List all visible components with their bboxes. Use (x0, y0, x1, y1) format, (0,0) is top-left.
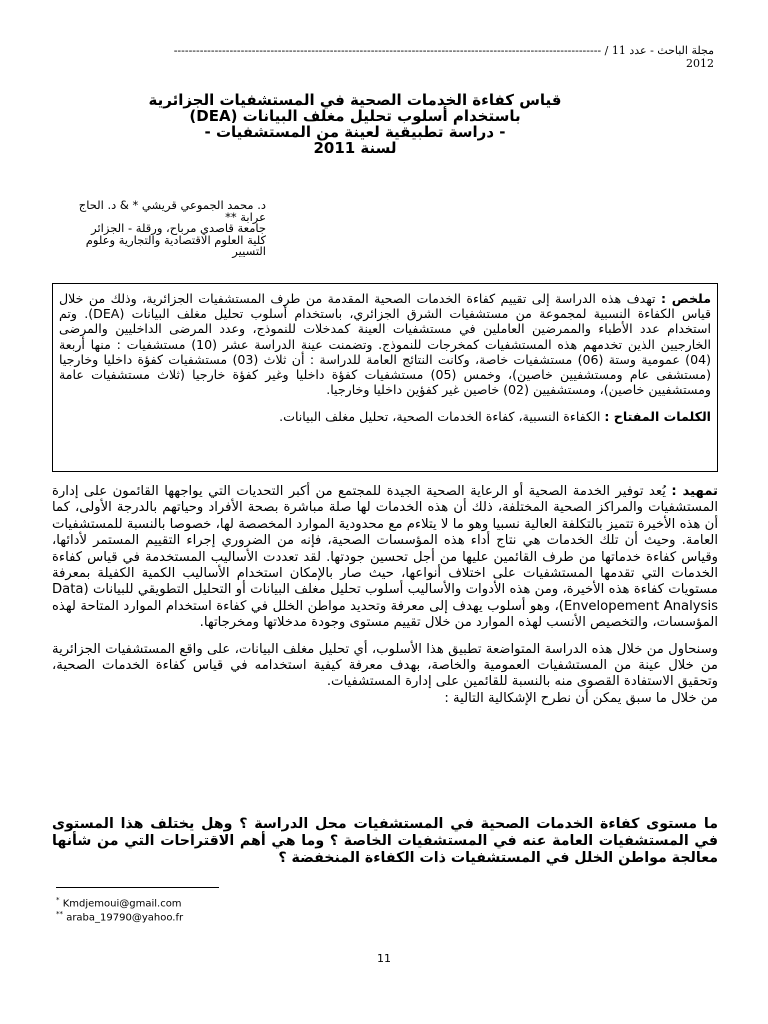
footnote-2-email[interactable]: araba_19790@yahoo.fr (66, 912, 184, 924)
title-line-4: لسنة 2011 (313, 139, 397, 157)
header-year: 2012 (686, 57, 714, 70)
page-number: 11 (377, 952, 391, 965)
title-line-1: قياس كفاءة الخدمات الصحية في المستشفيات الجزائرية (148, 91, 562, 109)
running-header (66, 44, 714, 70)
abstract-paragraph (59, 291, 711, 397)
author-affiliation: جامعة قاصدي مرباح، ورقلة - الجزائر (91, 221, 266, 235)
footnote-2 (56, 908, 183, 924)
abstract-box (52, 283, 718, 472)
keywords-text: الكفاءة النسبية، كفاءة الخدمات الصحية، تحليل مغلف البيانات. (279, 409, 601, 425)
article-title (100, 92, 610, 156)
intro-paragraph-1 (52, 484, 718, 632)
introduction-section (52, 484, 718, 707)
footnote-1-mark: * (56, 896, 60, 904)
intro-paragraph-2: وسنحاول من خلال هذه الدراسة المتواضعة تطبيق هذا الأسلوب، أي تحليل مغلف البيانات، على واقع المستشفيات الجزائرية من خلال عينة من المستشفيات العمومية والخاصة، بهدف معرفة كيفية استخدامه في قياس كفاءة الخدمات الصحية، وتحقيق الاستفادة القصوى منه بالنسبة للقائمين على إدارة المستشفيات. (52, 641, 718, 690)
author-names: د. محمد الجموعي قريشي * & د. الحاج عرابة ** (78, 198, 266, 224)
keywords-line (59, 409, 711, 424)
keywords-label: الكلمات المفتاح : (604, 409, 711, 425)
header-journal-line: مجلة الباحث - عدد 11 / ------------------------------------------------------------------------------------------------------------------- (173, 44, 714, 57)
author-block (56, 200, 266, 258)
footnote-2-mark: ** (56, 910, 63, 918)
intro-paragraph-3: من خلال ما سبق يمكن أن نطرح الإشكالية التالية : (444, 690, 718, 706)
title-line-2: باستخدام أسلوب تحليل مغلف البيانات (DEA) (189, 107, 521, 125)
abstract-text: تهدف هذه الدراسة إلى تقييم كفاءة الخدمات الصحية المقدمة من طرف المستشفيات الجزائرية، وذلك من خلال قياس الكفاءة النسبية لمجموعة من مستشفيات الشرق الجزائري، باستخدام أسلوب تحليل مغلف البيانات (DEA). وتم استخدام عدد الأطباء والممرضين العاملين في مستشفيات العينة كمدخلات للنموذج، وعدد المرضى الداخليين والمرضى الخارجيين الذين تخدمهم هذه المستشفيات كمخرجات للنموذج. وتضمنت عينة الدراسة عشر (10) مستشفيات : منها أربعة (04) عمومية وستة (06) مستشفيات خاصة، وكانت النتائج العامة للدراسة : أن ثلاث (03) مستشفيات كفؤة داخليا وخارجيا (مستشفى عام ومستشفيين خاصين)، وخمس (05) مستشفيات كفؤة داخليا وغير كفؤة خارجيا (ثلاث مستشفيات عامة ومستشفيين خاصين)، ومستشفيين (02) خاصين غير كفؤين داخليا وخارجيا. (59, 291, 712, 398)
abstract-label: ملخص : (660, 291, 711, 306)
intro-label: تمهيد : (671, 484, 718, 499)
footnote-1-email[interactable]: Kmdjemoui@gmail.com (62, 898, 182, 910)
footnote-separator (56, 887, 219, 888)
title-line-3: - دراسة تطبيقية لعينة من المستشفيات - (204, 123, 506, 141)
research-question: ما مستوى كفاءة الخدمات الصحية في المستشفيات محل الدراسة ؟ وهل يختلف هذا المستوى في المستشفيات العامة عنه في المستشفيات الخاصة ؟ وما هي أهم الاقتراحات التي من شأنها معالجة مواطن الخلل في المستشفيات ذات الكفاءة المنخفضة ؟ (52, 816, 718, 866)
author-faculty: كلية العلوم الاقتصادية والتجارية وعلوم التسيير (85, 232, 266, 258)
intro-text-1: يُعد توفير الخدمة الصحية أو الرعاية الصحية الجيدة للمجتمع من أكبر التحديات التي يواجهها القائمون على إدارة المستشفيات والمراكز الصحية المختلفة، ذلك أن هذه الخدمات لها صلة مباشرة بصحة الأفراد وحياتهم بالدرجة الأولى، كما أن هذه الأخيرة تتميز بالتكلفة العالية نسبيا وهو ما لا يتلاءم مع محدودية الموارد المخصصة لها، خصوصا بالنسبة للمستشفيات العامة. وحيث أن تلك الخدمات هي نتاج أداء هذه المؤسسات الصحية، فإنه من الضروري إجراء التقييم المستمر لأدائها، وقياس كفاءة خدماتها من طرف القائمين عليها من أجل تحسين جودتها. لقد تعددت الأساليب المستخدمة في قياس كفاءة الخدمات التي تقدمها المستشفيات على اختلاف أنواعها، حيث صار بالإمكان استخدام الأساليب الكمية الكفيلة بمعرفة مستويات كفاءة هذه الأخيرة، ومن هذه الأدوات والأساليب أسلوب تحليل مغلف البيانات أو التحليل التطويقي للبيانات (Data Envelopement Analysis)، وهو أسلوب يهدف إلى معرفة وتحديد مواطن الخلل في كفاءة استخدام الموارد المتاحة لهذه المؤسسات، والتخصيص الأنسب لهذه الموارد من خلال تقييم مستوى وجودة مدخلاتها ومخرجاتها. (52, 484, 718, 631)
